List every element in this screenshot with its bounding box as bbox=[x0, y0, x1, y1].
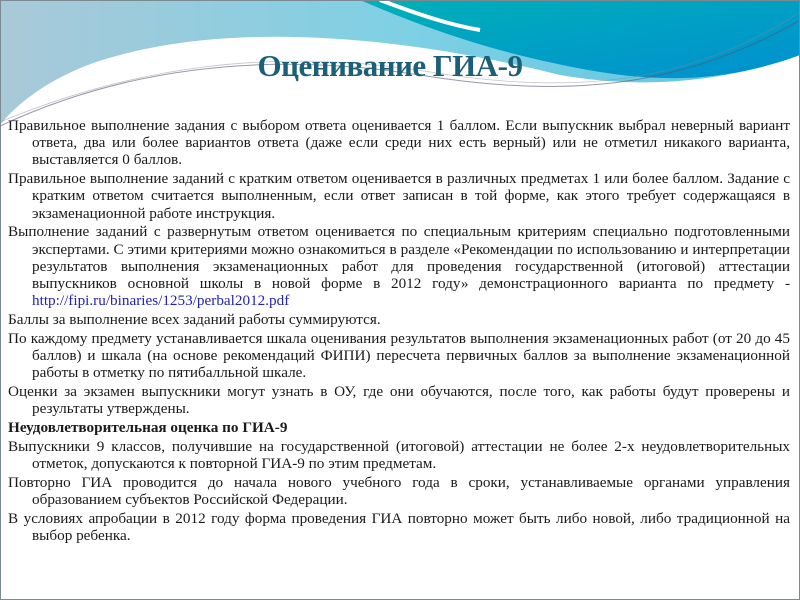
slide-body bbox=[8, 117, 790, 546]
paragraph: Повторно ГИА проводится до начала нового учебного года в сроки, устанавливаемые органами управления образованием субъектов Российской Федерации. bbox=[8, 473, 790, 509]
paragraph bbox=[8, 223, 790, 309]
paragraph: Правильное выполнение заданий с кратким ответом оценивается в различных предметах 1 или более баллом. Задание с кратким ответом считается выполненным, если ответ записан в той форме, как этого требует содержащаяся в экзаменационной работе инструкция. bbox=[8, 170, 790, 222]
paragraph: Правильное выполнение задания с выбором ответа оценивается 1 баллом. Если выпускник выбрал неверный вариант ответа, два или более вариантов ответа (даже если среди них есть верный) или не отметил никакого варианта, выставляется 0 баллов. bbox=[8, 117, 790, 169]
paragraph: Баллы за выполнение всех заданий работы суммируются. bbox=[8, 311, 381, 329]
slide-title: Оценивание ГИА-9 bbox=[257, 48, 523, 83]
paragraph: В условиях апробации в 2012 году форма проведения ГИА повторно может быть либо новой, либо традиционной на выбор ребенка. bbox=[8, 509, 790, 545]
paragraph: Выпускники 9 классов, получившие на государственной (итоговой) аттестации не более 2-х неудовлетворительных отметок, допускаются к повторной ГИА-9 по этим предметам. bbox=[8, 437, 790, 473]
section-heading: Неудовлетворительная оценка по ГИА-9 bbox=[8, 419, 288, 437]
fipi-link[interactable]: http://fipi.ru/binaries/1253/perbal2012.pdf bbox=[32, 292, 290, 310]
paragraph-text: Выполнение заданий с развернутым ответом оценивается по специальным критериям специально подготовленными экспертами. С этими критериями можно ознакомиться в разделе «Рекомендации по использованию и интерпретации результатов выполнения экзаменационных работ для проведения государственной (итоговой) аттестации выпускников основной школы в новой форме в 2012 году» демонстрационного варианта по предмету - bbox=[8, 223, 790, 293]
paragraph: По каждому предмету устанавливается шкала оценивания результатов выполнения экзаменационных работ (от 20 до 45 баллов) и шкала (на основе рекомендаций ФИПИ) пересчета первичных баллов за выполнение экзаменационной работы в отметку по пятибалльной шкале. bbox=[8, 329, 790, 382]
paragraph: Оценки за экзамен выпускники могут узнать в ОУ, где они обучаются, после того, как работы будут проверены и результаты утверждены. bbox=[8, 383, 790, 418]
